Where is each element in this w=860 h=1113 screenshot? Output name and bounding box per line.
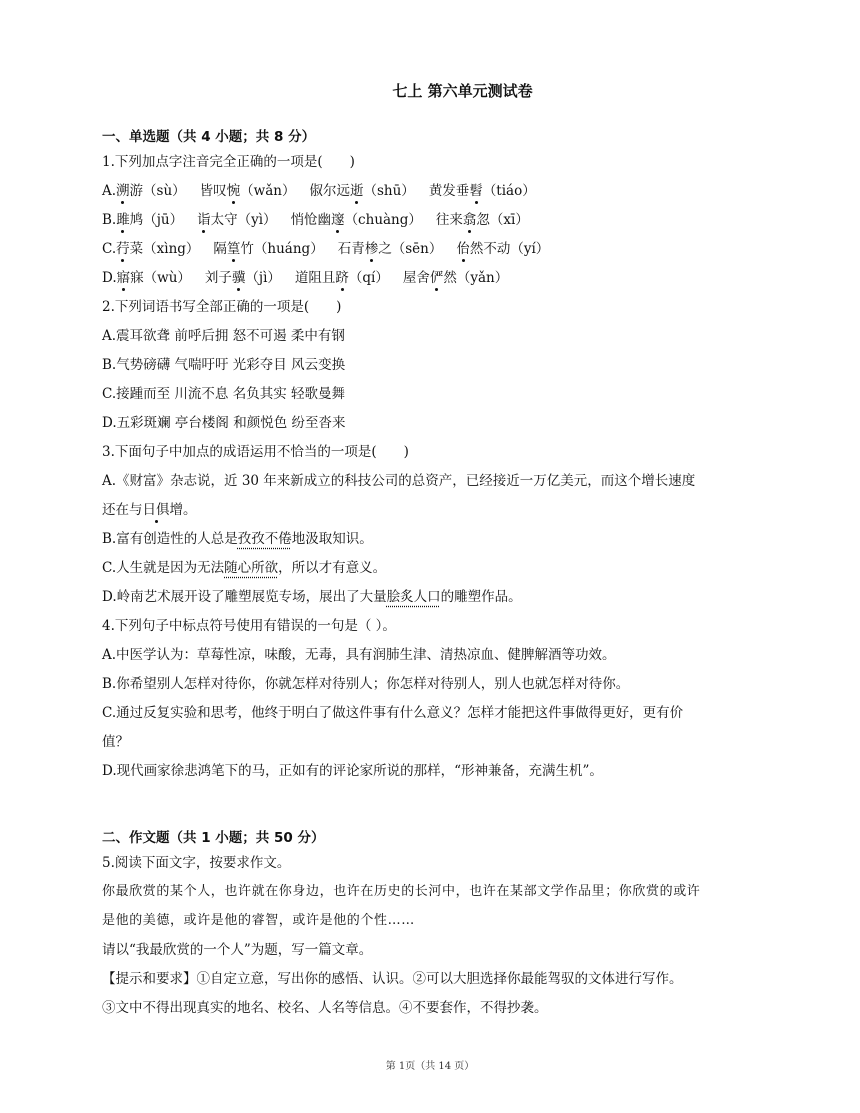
question-2-option-a: A.震耳欲聋 前呼后拥 怒不可遏 柔中有钢: [102, 328, 345, 344]
question-1-option-a: A.溯游（sù） 皆叹惋（wǎn） 俶尔远逝（shū） 黄发垂髫（tiáo）: [102, 183, 536, 199]
section-heading-single-choice: 一、单选题（共 4 小题；共 8 分）: [102, 129, 316, 145]
essay-requirements-line1: 【提示和要求】①自定立意，写出你的感悟、认识。②可以大胆选择你最能驾驭的文体进行写作。: [102, 971, 683, 987]
question-2-stem: 2.下列词语书写全部正确的一项是( ): [102, 299, 342, 315]
question-4-option-d: D.现代画家徐悲鸿笔下的马，正如有的评论家所说的那样，“形神兼备，充满生机”。: [102, 763, 603, 779]
question-4-option-a: A.中医学认为：草莓性凉，味酸，无毒，具有润肺生津、清热凉血、健脾解酒等功效。: [102, 647, 616, 663]
question-1-option-c: C.荇菜（xìng） 隔篁竹（huáng） 石青椮之（sēn） 佁然不动（yí）: [102, 241, 550, 257]
question-3-option-a-line2: 还在与日俱增。: [102, 502, 197, 518]
dotted-idiom: 随心所欲: [224, 560, 279, 576]
essay-instruction: 请以“我最欣赏的一个人”为题，写一篇文章。: [102, 942, 373, 958]
essay-requirements-line2: ③文中不得出现真实的地名、校名、人名等信息。④不要套作，不得抄袭。: [102, 1000, 548, 1016]
dotted-idiom: 与日俱增: [129, 502, 183, 518]
question-4-option-c-line1: C.通过反复实验和思考，他终于明白了做这件事有什么意义？怎样才能把这件事做得更好，更有价: [102, 705, 684, 721]
question-3-option-c: C.人生就是因为无法随心所欲，所以才有意义。: [102, 560, 387, 576]
essay-prompt-line1: 你最欣赏的某个人，也许就在你身边，也许在历史的长河中，也许在某部文学作品里；你欣赏的或许: [102, 884, 701, 899]
question-3-option-b: B.富有创造性的人总是孜孜不倦地汲取知识。: [102, 531, 373, 547]
question-3-stem: 3.下面句子中加点的成语运用不恰当的一项是( ): [102, 444, 409, 460]
question-4-option-c-line2: 值？: [102, 734, 129, 750]
question-3-option-d: D.岭南艺术展开设了雕塑展览专场，展出了大量脍炙人口的雕塑作品。: [102, 589, 522, 605]
question-1-stem: 1.下列加点字注音完全正确的一项是( ): [102, 154, 355, 170]
question-2-option-b: B.气势磅礴 气喘吁吁 光彩夺目 风云变换: [102, 357, 346, 373]
page-footer: 第 1页（共 14 页）: [385, 1061, 475, 1072]
question-1-option-b: B.雎鸠（jū） 诣太守（yì） 悄怆幽邃（chuàng） 往来翕忽（xī）: [102, 212, 529, 228]
question-3-option-a-line1: A.《财富》杂志说，近 30 年来新成立的科技公司的总资产，已经接近一万亿美元，而这个增长速度: [102, 473, 696, 489]
question-2-option-d: D.五彩斑斓 亭台楼阁 和颜悦色 纷至沓来: [102, 415, 346, 431]
question-4-option-b: B.你希望别人怎样对待你，你就怎样对待别人；你怎样对待别人，别人也就怎样对待你。: [102, 676, 630, 692]
essay-prompt-line2: 是他的美德，或许是他的睿智，或许是他的个性……: [102, 913, 415, 928]
page-title: 七上 第六单元测试卷: [392, 82, 533, 100]
question-4-stem: 4.下列句子中标点符号使用有错误的一句是（ ）。: [102, 618, 396, 634]
dotted-idiom: 孜孜不倦: [237, 531, 292, 547]
section-heading-essay: 二、作文题（共 1 小题；共 50 分）: [102, 830, 325, 846]
question-5-stem: 5.阅读下面文字，按要求作文。: [102, 855, 291, 871]
dotted-idiom: 脍炙人口: [386, 589, 441, 605]
question-2-option-c: C.接踵而至 川流不息 名负其实 轻歌曼舞: [102, 386, 346, 402]
question-1-option-d: D.寤寐（wù） 刘子骥（jì） 道阻且跻（qí） 屋舍俨然（yǎn）: [102, 270, 509, 286]
